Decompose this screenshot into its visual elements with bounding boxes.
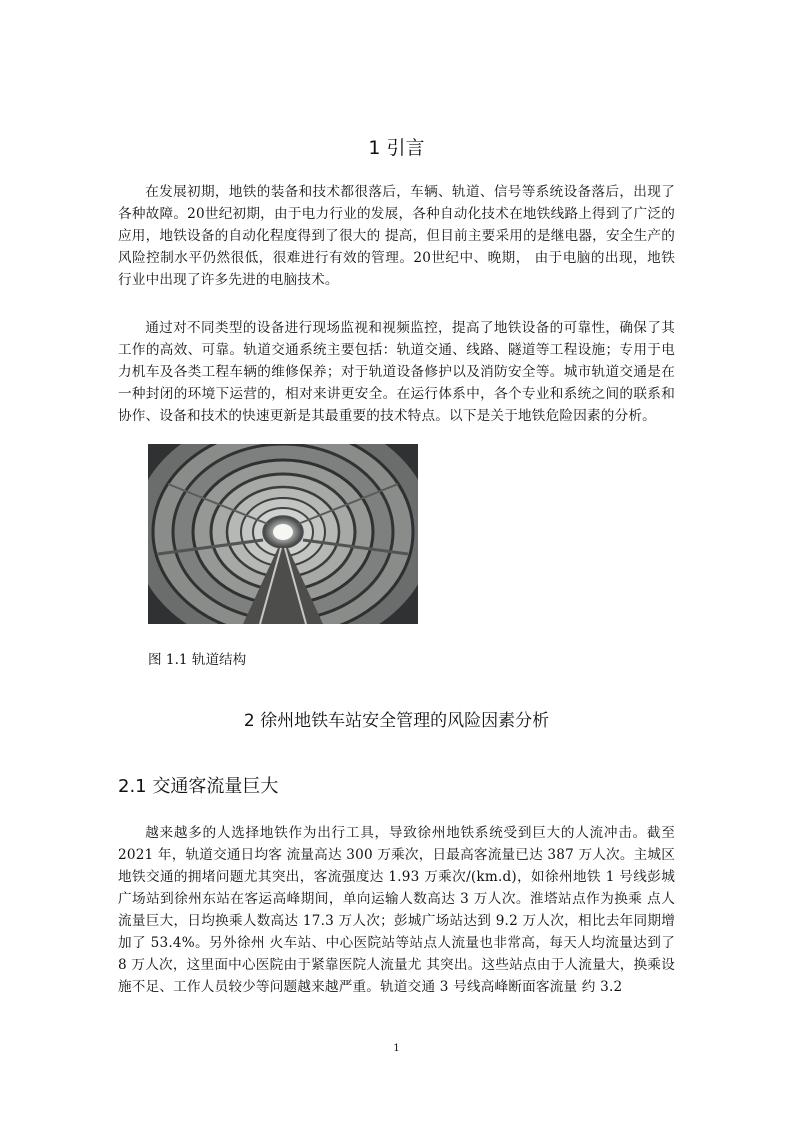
passenger-flow-paragraph: 越来越多的人选择地铁作为出行工具，导致徐州地铁系统受到巨大的人流冲击。截至 2021 年，轨道交通日均客 流量高达 300 万乘次，日最高客流量已达 387 万人次。主城区地铁交通的拥堵问题尤其突出，客流强度达 1.93 万乘次/(km.d)，如徐州地铁 1 号线彭城广场站到徐州东站在客运高峰期间，单向运输人数高达 3 万人次。淮塔站点作为换乘 点人流量巨大，日均换乘人数高达 17.3 万人次；彭城广场站达到 9.2 万人次，相比去年同期增加了 53.4%。另外徐州 火车站、中心医院站等站点人流量也非常高，每天人均流量达到了 8 万人次，这里面中心医院由于紧靠医院人流量尤 其突出。这些站点由于人流量大，换乘设施不足、工作人员较少等问题越来越严重。轨道交通 3 号线高峰断面客流量 约 3.2: [118, 825, 676, 995]
section-2-1-heading: 2.1 交通客流量巨大: [118, 776, 279, 797]
figure-caption: 图 1.1 轨道结构: [148, 652, 247, 668]
intro-paragraph-2: 通过对不同类型的设备进行现场监视和视频监控，提高了地铁设备的可靠性，确保了其工作的高效、可靠。轨道交通系统主要包括：轨道交通、线路、隧道等工程设施；专用于电力机车及各类工程车辆的维修保养；对于轨道设备修护以及消防安全等。城市轨道交通是在一种封闭的环境下运营的，相对来讲更安全。在运行体系中，各个专业和系统之间的联系和 协作、设备和技术的快速更新是其最重要的技术特点。以下是关于地铁危险因素的分析。: [118, 320, 675, 424]
tunnel-illustration: [148, 444, 418, 624]
page-number: 1: [393, 1043, 400, 1054]
section-2-heading: 2 徐州地铁车站安全管理的风险因素分析: [243, 711, 550, 731]
intro-paragraph-1: 在发展初期，地铁的装备和技术都很落后，车辆、轨道、信号等系统设备落后，出现了各种故障。20世纪初期，由于电力行业的发展，各种自动化技术在地铁线路上得到了广泛的应用，地铁设备的自动化程度得到了很大的 提高，但目前主要采用的是继电器，安全生产的风险控制水平仍然很低，很难进行有效的管理。20世纪中、晚期， 由于电脑的出现，地铁行业中出现了许多先进的电脑技术。: [118, 184, 675, 288]
tunnel-figure: [148, 444, 418, 624]
section-1-heading: 1 引言: [368, 137, 425, 159]
